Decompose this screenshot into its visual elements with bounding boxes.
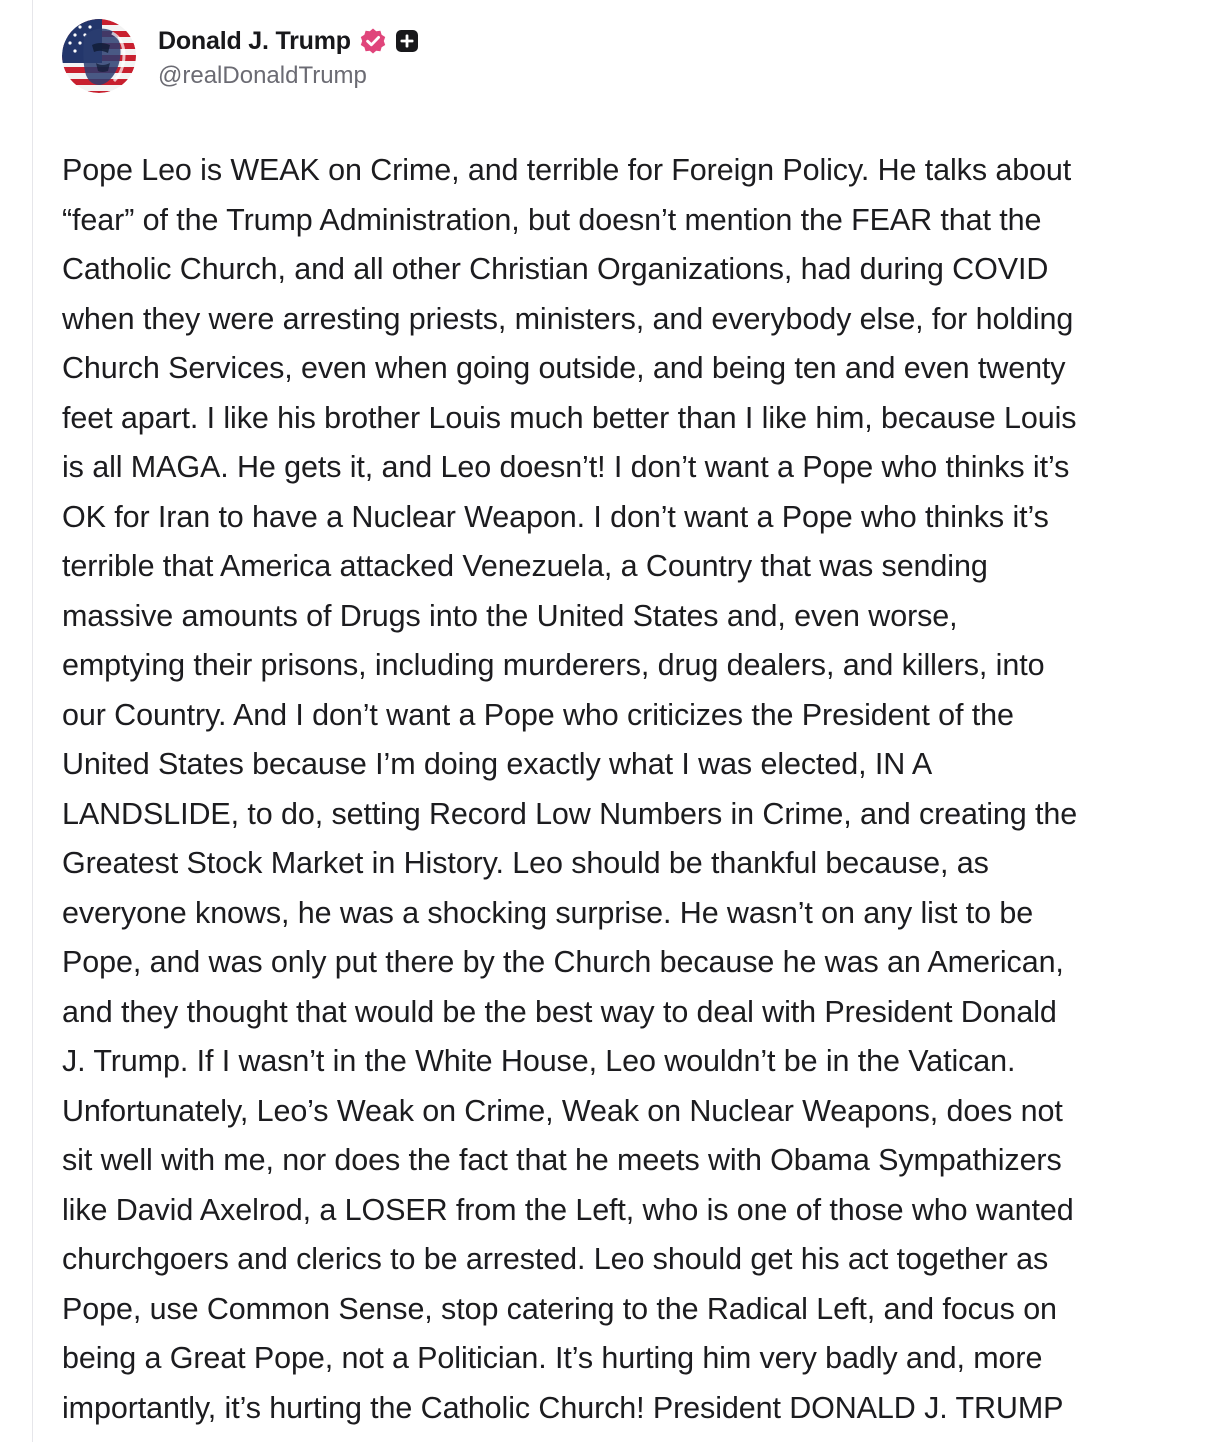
post-body-line: “fear” of the Trump Administration, but doesn’t mention the FEAR that the: [62, 202, 1042, 237]
post-card: [62, 18, 1212, 1433]
post-body-line: LANDSLIDE, to do, setting Record Low Numbers in Crime, and creating the: [62, 796, 1078, 831]
post-body-line: massive amounts of Drugs into the United States and, even worse,: [62, 598, 958, 633]
author-block: [158, 22, 419, 90]
user-handle[interactable]: @realDonaldTrump: [158, 62, 367, 89]
post-body-line: terrible that America attacked Venezuela, a Country that was sending: [62, 549, 988, 583]
post-body-line: sit well with me, nor does the fact that he meets with Obama Sympathizers: [62, 1143, 1062, 1177]
post-body-line: Church Services, even when going outside, and being ten and even twenty: [62, 351, 1066, 385]
post-body-line: and they thought that would be the best way to deal with President Donald: [62, 994, 1057, 1029]
avatar[interactable]: [62, 19, 136, 93]
post-body-line: churchgoers and clerics to be arrested. Leo should get his act together as: [62, 1242, 1049, 1276]
post-body-line: J. Trump. If I wasn’t in the White House, Leo wouldn’t be in the Vatican.: [62, 1044, 1016, 1078]
display-name[interactable]: Donald J. Trump: [158, 26, 351, 55]
post-body-line: United States because I’m doing exactly what I was elected, IN A: [62, 747, 933, 781]
avatar-flag-portrait-icon: [62, 19, 136, 93]
post-body-line: emptying their prisons, including murderers, drug dealers, and killers, into: [62, 648, 1045, 682]
post-body-line: everyone knows, he was a shocking surprise. He wasn’t on any list to be: [62, 895, 1034, 930]
post-body-line: Pope, use Common Sense, stop catering to the Radical Left, and focus on: [62, 1291, 1057, 1326]
plus-square-icon: [395, 29, 419, 53]
post-body-line: Pope Leo is WEAK on Crime, and terrible for Foreign Policy. He talks about: [62, 153, 1072, 187]
post-body-line: being a Great Pope, not a Politician. It’s hurting him very badly and, more: [62, 1341, 1043, 1375]
verified-badge-icon: [359, 27, 387, 55]
post-body-line: is all MAGA. He gets it, and Leo doesn’t! I don’t want a Pope who thinks it’s: [62, 450, 1070, 484]
post-body-line: OK for Iran to have a Nuclear Weapon. I don’t want a Pope who thinks it’s: [62, 499, 1049, 534]
timeline-divider: [32, 0, 33, 1442]
post-header: [62, 18, 1212, 94]
post-body-line: Greatest Stock Market in History. Leo should be thankful because, as: [62, 846, 989, 880]
post-body-line: our Country. And I don’t want a Pope who criticizes the President of the: [62, 697, 1014, 732]
post-body-line: importantly, it’s hurting the Catholic Church! President DONALD J. TRUMP: [62, 1390, 1064, 1425]
post-body-line: Pope, and was only put there by the Church because he was an American,: [62, 945, 1064, 979]
post-body-line: feet apart. I like his brother Louis much better than I like him, because Louis: [62, 400, 1077, 435]
post-body-line: when they were arresting priests, ministers, and everybody else, for holding: [62, 301, 1074, 336]
post-body-line: like David Axelrod, a LOSER from the Left, who is one of those who wanted: [62, 1192, 1074, 1227]
name-row: [158, 22, 419, 60]
post-body-line: Catholic Church, and all other Christian Organizations, had during COVID: [62, 252, 1049, 286]
post-body-line: Unfortunately, Leo’s Weak on Crime, Weak on Nuclear Weapons, does not: [62, 1093, 1063, 1128]
post-body: [62, 146, 1207, 1433]
